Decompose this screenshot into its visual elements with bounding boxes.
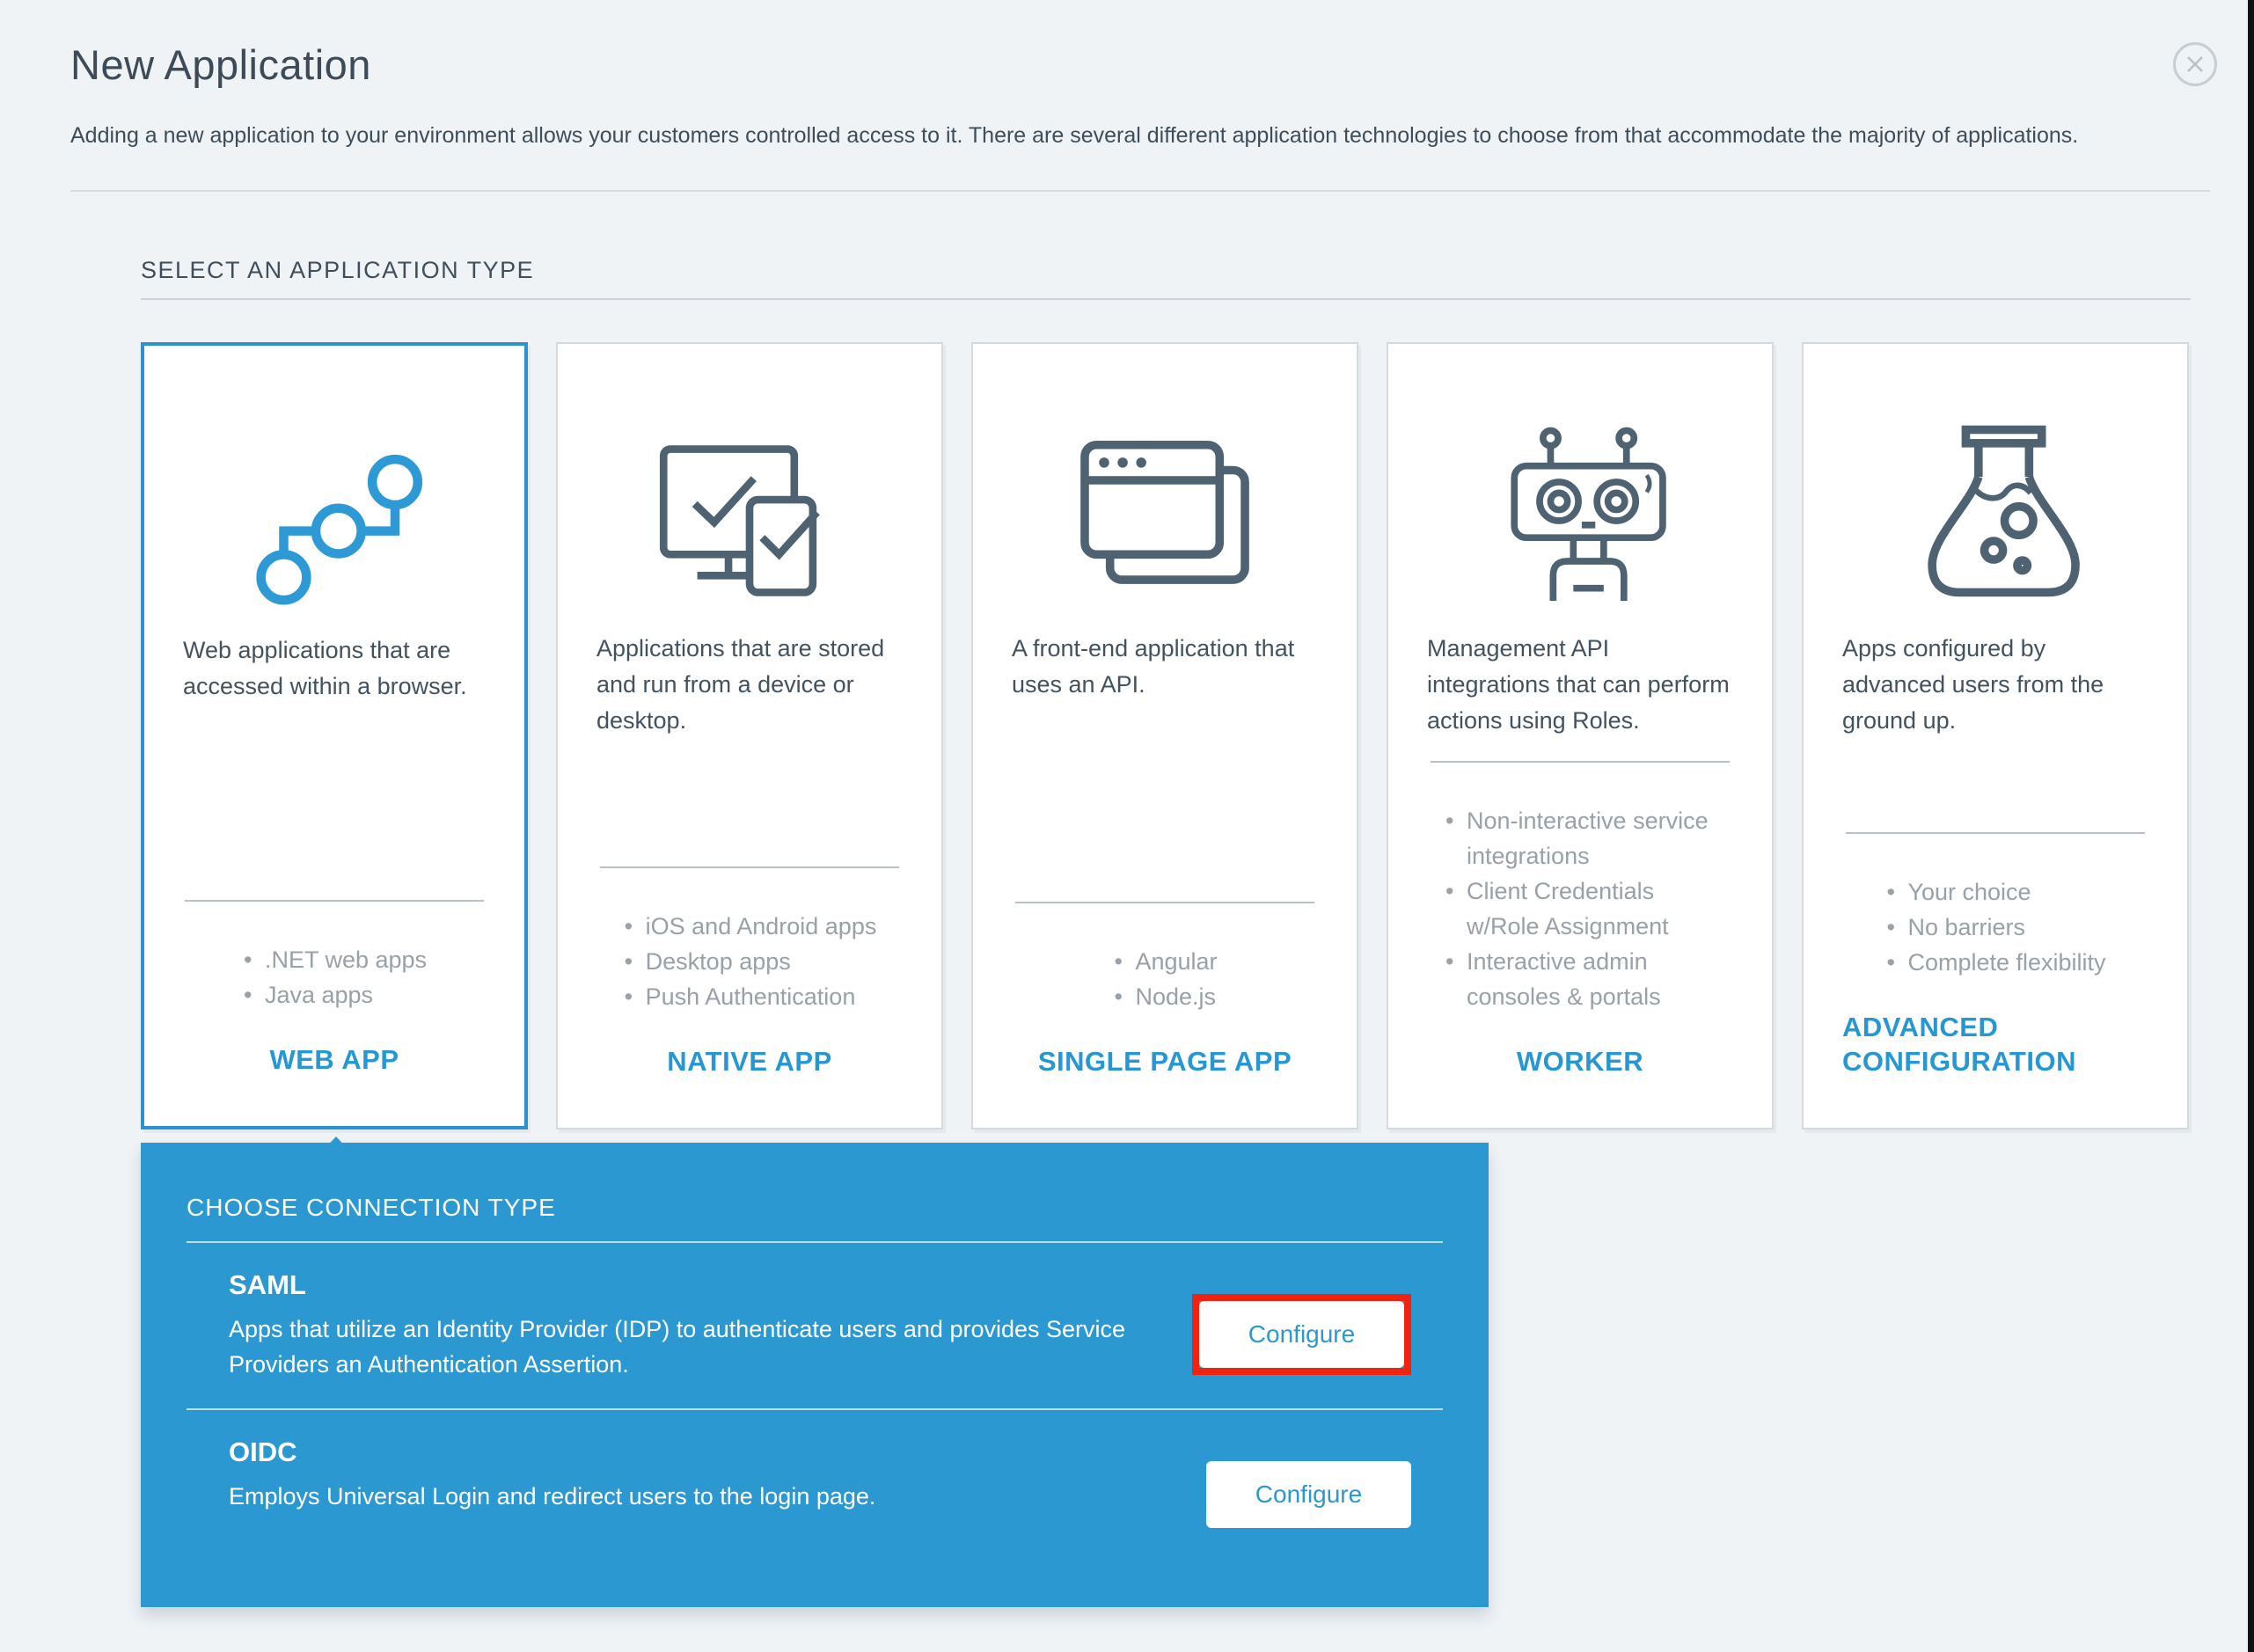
bullet-item: • No barriers [1884, 910, 2105, 945]
card-divider [185, 900, 484, 902]
card-description: Web applications that are accessed within a browser. [183, 637, 467, 699]
connection-option-saml [187, 1243, 1443, 1408]
page-title: New Application [70, 41, 371, 88]
card-bullet-list [1884, 874, 2105, 980]
card-description: A front-end application that uses an API. [1012, 635, 1295, 698]
connection-name: SAML [229, 1269, 306, 1300]
bullet-item: • Complete flexibility [1884, 945, 2105, 980]
selected-card-caret [304, 1137, 368, 1170]
card-native-app[interactable] [556, 342, 943, 1129]
card-bullet-list [1444, 803, 1716, 1014]
screen-right-edge [2248, 0, 2254, 1652]
devices-check-icon [648, 420, 851, 622]
dialog-header [0, 0, 2254, 151]
nodes-icon [233, 421, 435, 624]
dialog-description: Adding a new application to your environment allows your customers controlled access to it. There are several different application technologies to choose from that accommodate the majority of applications. [70, 123, 2079, 148]
card-bullet-list [623, 909, 877, 1014]
bullet-item: • Non-interactive service integrations [1444, 803, 1716, 874]
bullet-item: • Client Credentials w/Role Assignment [1444, 874, 1716, 944]
robot-icon [1479, 420, 1681, 622]
connection-name: OIDC [229, 1436, 297, 1467]
oidc-configure-wrap [1206, 1461, 1411, 1528]
card-description: Apps configured by advanced users from the ground up. [1842, 635, 2104, 734]
connection-description: Employs Universal Login and redirect users to the login page. [229, 1483, 876, 1509]
card-web-app[interactable] [141, 342, 528, 1129]
browser-windows-icon [1064, 420, 1266, 622]
saml-configure-highlight [1192, 1294, 1411, 1375]
card-bullet-list [1112, 944, 1217, 1014]
close-button[interactable] [2173, 42, 2217, 86]
application-type-cards [141, 342, 2191, 1129]
saml-configure-button[interactable]: Configure [1199, 1301, 1404, 1368]
card-description: Applications that are stored and run from a device or desktop. [596, 635, 885, 734]
flask-icon [1894, 420, 2097, 622]
card-description: Management API integrations that can perform actions using Roles. [1427, 635, 1730, 734]
bullet-item: • Interactive admin consoles & portals [1444, 944, 1716, 1014]
card-single-page-app[interactable] [971, 342, 1358, 1129]
connection-type-panel [141, 1143, 1489, 1607]
close-icon [2184, 54, 2206, 75]
bullet-item: • Your choice [1884, 874, 2105, 910]
connection-description: Apps that utilize an Identity Provider (IDP) to authenticate users and provides Service Providers an Authentication Assertion. [229, 1316, 1126, 1378]
bullet-item: • iOS and Android apps [623, 909, 877, 944]
card-advanced-configuration[interactable] [1802, 342, 2189, 1129]
bullet-item: • Push Authentication [623, 979, 877, 1014]
section-divider [141, 298, 2191, 300]
card-title: SINGLE PAGE APP [1037, 1046, 1292, 1077]
card-title: ADVANCED CONFIGURATION [1842, 1012, 2076, 1077]
card-divider [1431, 761, 1730, 763]
card-divider [1015, 902, 1314, 903]
bullet-item: • Node.js [1112, 979, 1217, 1014]
card-divider [1846, 832, 2145, 834]
header-divider [70, 190, 2210, 192]
card-title: WORKER [1516, 1046, 1644, 1077]
bullet-item: • Angular [1112, 944, 1217, 979]
card-bullet-list [242, 942, 427, 1012]
bullet-item: • Java apps [242, 977, 427, 1012]
card-divider [600, 866, 899, 868]
card-title: NATIVE APP [667, 1046, 832, 1077]
card-worker[interactable] [1387, 342, 1774, 1129]
panel-heading: CHOOSE CONNECTION TYPE [187, 1194, 556, 1221]
connection-option-oidc [187, 1410, 1443, 1554]
section-label: SELECT AN APPLICATION TYPE [141, 257, 535, 283]
card-title: WEB APP [269, 1044, 399, 1075]
oidc-configure-button[interactable]: Configure [1206, 1461, 1411, 1528]
bullet-item: • .NET web apps [242, 942, 427, 977]
bullet-item: • Desktop apps [623, 944, 877, 979]
